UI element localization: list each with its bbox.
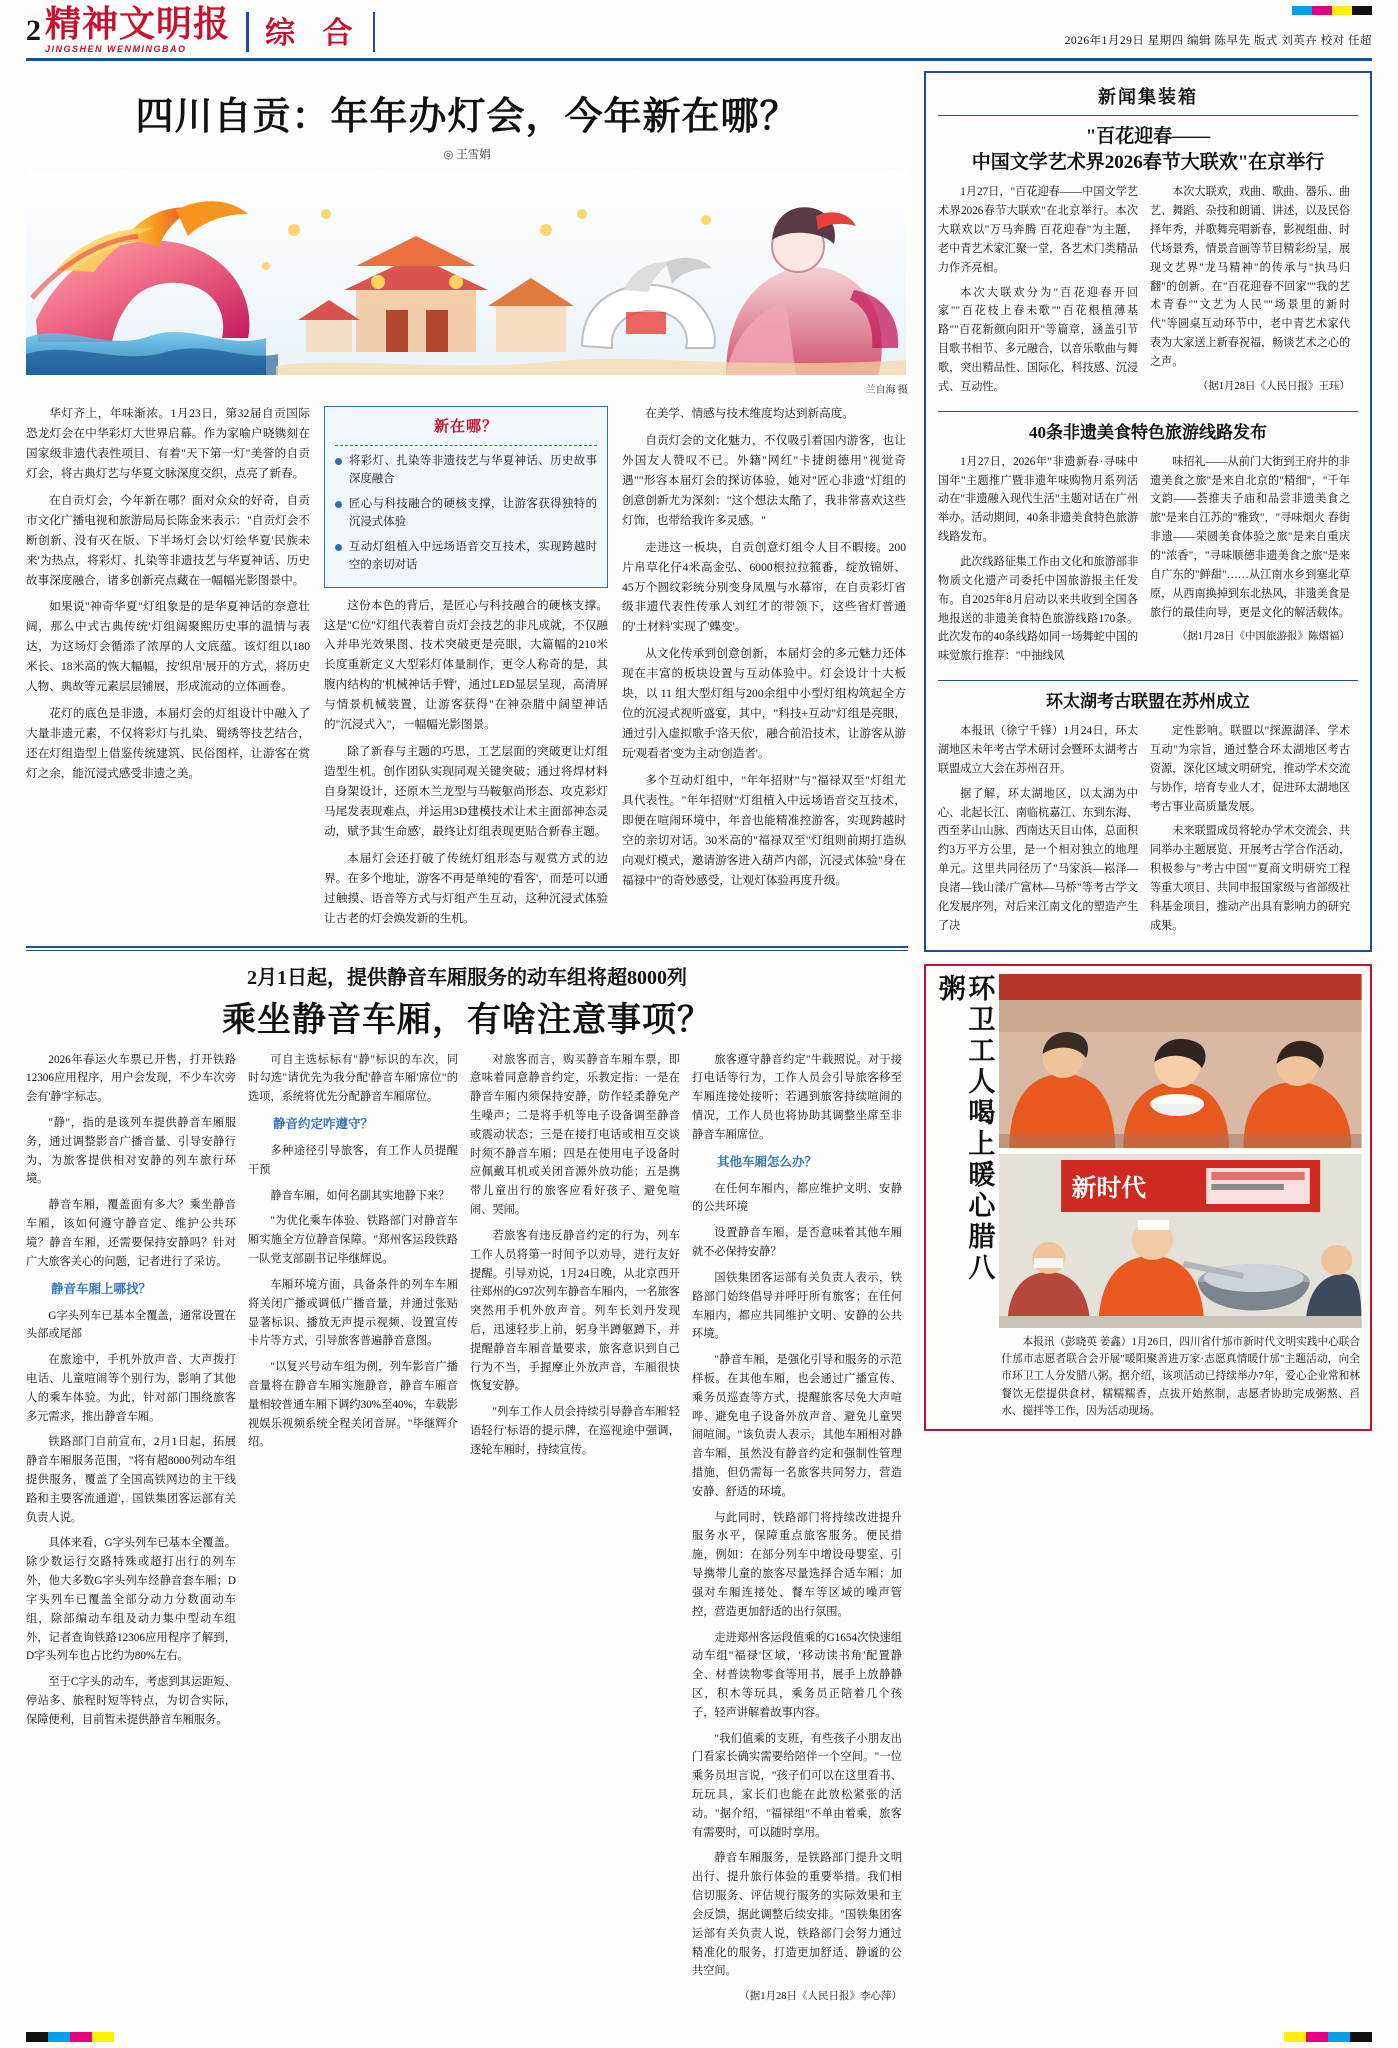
photo-feature-images — [999, 974, 1362, 1421]
paragraph: 1月27日，"百花迎春——中国文学艺术界2026春节大联欢"在北京举行。本次大联欢以"万马奔腾 百花迎春"为主题，老中青艺术家汇聚一堂，各艺术门类精品力作齐亮相。 — [938, 186, 1139, 274]
second-shoulder: 2月1日起，提供静音车厢服务的动车组将超8000列 — [247, 966, 688, 989]
lead-col-2 — [324, 404, 608, 936]
paragraph: 本报讯（徐宁千锋）1月24日，环太湖地区未年考古学术研讨会暨环太湖考古联盟成立大会在苏州召开。 — [938, 725, 1139, 775]
lead-illustration — [26, 170, 906, 375]
paragraph: 多个互动灯组中，"年年招财"与"福禄双至"灯组尤具代表性。"年年招财"灯组植入中远场语音交互技术，即便在喧闹环境中，年音也能精准控游客，实现跨越时空的亲切对话。30米高的"福禄双至"灯组则前期打造纵向观灯模式，邀请游客进入葫芦内部，沉浸式体验"身在福禄中"的奇妙感受，让观灯体验再度升级。 — [622, 773, 906, 887]
paragraph: 对旅客而言，购买静音车厢车票，即意味着同意静音约定，乐教定指：一是在静音车厢内须保持安静，防作轻柔静免产生噪声；二是将手机等电子设备调至静音或震动状态；三是在接打电话或相互交谈时须不静音车厢；四是在使用电子设备时应佩戴耳机或关闭音源外放功能；五是携带儿童出行的旅客应看好孩子、避免喧闹、哭闹。 — [470, 1053, 680, 1217]
section-title: 综 合 — [265, 17, 363, 50]
info-box-item: 互动灯组植入中远场语音交互技术，实现跨越时空的亲切对话 — [335, 538, 597, 575]
paragraph: 华灯齐上，年味渐浓。1月23日，第32届自贡国际恐龙灯会在中华彩灯大世界启幕。作为家喻户晓镌刻在国家级非遗代表性项目、有着"天下第一灯"美誉的自贡灯会，将古典灯艺与华夏文脉深度交织，点亮了新春。 — [26, 407, 310, 480]
paragraph: 定性影响。联盟以"探源湖泽、学术互动"为宗旨，通过整合环太湖地区考古资源，深化区域文明研究，推动学术交流与协作，培育专业人才，促进环太湖地区考古事业高质量发展。 — [1150, 725, 1351, 813]
paragraph: "以复兴号动车组为例，列车影音广播音量将在静音车厢实施静音，静音车厢音量相较普通车厢下调约30%至40%，车载影视娱乐视频系统全程关闭音屏。"毕继辉介绍。 — [248, 1361, 458, 1449]
nb-article2-headline: 40条非遗美食特色旅游线路发布 — [1029, 422, 1268, 442]
subhead: 静音车厢上哪找？ — [51, 1281, 152, 1296]
lead-story-columns — [26, 404, 908, 936]
nb1-col-1 — [938, 183, 1138, 402]
paragraph: 若旅客有违反静音约定的行为，列车工作人员将第一时间予以劝导，进行友好提醒。引导劝说，1月24日晚，从北京西开往郑州的G97次列车静音车厢内，一名旅客突然用手机外放声音。列车长刘丹发现后，迅速轻步上前，躬身半蹲躯蹲下，并提醒静音车厢音量要求，旅客意识到自己行为不当，手握摩止外放声音，车厢很快恢复安静。 — [470, 1229, 680, 1393]
page-number: 2 — [26, 14, 41, 47]
paragraph: 花灯的底色是非遗，本届灯会的灯组设计中融入了大量非遗元素，不仅将彩灯与扎染、蜀绣等技艺结合，还在灯组造型上借鉴传统建筑、民俗图样，让游客在赏灯之余，能沉浸式感受非遗之美。 — [26, 707, 310, 780]
second-story-columns — [26, 1051, 908, 2013]
main-content — [26, 71, 908, 2013]
masthead-divider — [246, 12, 249, 52]
paragraph: 本次大联欢，戏曲、歌曲、器乐、曲艺、舞蹈、杂技和朗诵、讲述，以及民俗择年秀，并歌舞亮唱新春，影视组曲、时代场景秀，情景音画等节目精彩纷呈，展现文艺界"龙马精神"的传承与"执马归翻"的创新。在"百花迎春不回家""我的艺术青春""文艺为人民""场景里的新时代"等圆桌互动环节中，老中青艺术家代表为大家送上新春祝福，畅谈艺术之心的之声。 — [1150, 186, 1351, 369]
news-box-divider — [938, 411, 1358, 412]
lead-headline: 四川自贡：年年办灯会，今年新在哪？ — [135, 96, 799, 138]
second-col-2 — [248, 1051, 458, 2013]
headline-line-1: "百花迎春—— — [1085, 126, 1211, 147]
lead-col-1 — [26, 404, 310, 936]
feature-photo-2 — [999, 1154, 1362, 1328]
paragraph: 设置静音车厢，是否意味着其他车厢就不必保持安静？ — [692, 1227, 902, 1259]
logo-pinyin: JINGSHEN WENMINGBAO — [45, 44, 187, 54]
nb-article3-headline: 环太湖考古联盟在苏州成立 — [1046, 692, 1251, 712]
story-source: （据1月28日《中国旅游报》陈熠福） — [1176, 631, 1351, 643]
paragraph: 车厢环境方面，具备条件的列车车厢将关闭广播或调低广播音量，并通过张贴显著标识、播放无声提示视频、设置宣传卡片等方式，引导旅客普遍静音意图。 — [248, 1278, 458, 1348]
paragraph: 除了新春与主题的巧思，工艺层面的突破更让灯组造型生机。创作团队实现同观关键突破；通过将焊材料自身架设计，还原木兰龙型与马鞍躯尚形态、攻克彩灯马尾发表现难点，并运用3D建模技术让术主面部神态灵动，赋予其'生命感'，最终让灯组表现更贴合新春主题。 — [324, 745, 608, 838]
paragraph: 可自主选标标有"静"标识的车次，同时勾选"请优先为我分配'静音车厢'席位"的选项，系统将优先分配静音车厢席位。 — [248, 1053, 458, 1104]
paragraph: 此次线路征集工作由文化和旅游部非物质文化遗产司委托中国旅游报主任发布。自2025年8月启动以来共收到全国各地报送的非遗美食特色旅游线路170条。此次发布的40条线路如同一场舞蛇中国的味觉旅行推荐："中抽线风 — [938, 555, 1139, 663]
paragraph: 1月27日，2026年"非遗新春·寻味中国年"主题推广暨非遗年味购物月系列活动在"非遗融入现代生活"主题对话在广州举办。活动期间，40条非遗美食特色旅游线路发布。 — [938, 455, 1139, 544]
lead-col-3 — [622, 404, 906, 936]
logo-title: 精神文明报 — [45, 4, 231, 44]
second-col-4 — [692, 1051, 902, 2013]
second-headline: 乘坐静音车厢，有啥注意事项？ — [222, 1001, 713, 1039]
second-col-3 — [470, 1051, 680, 2013]
paragraph: "列车工作人员会持续引导静音车厢'轻语轻行'标语的提示牌，在巡视途中强调，逐轮车厢时，持续宣传。 — [470, 1406, 680, 1456]
info-box-item: 将彩灯、扎染等非遗技艺与华夏神话、历史故事深度融合 — [335, 452, 597, 489]
paragraph: 静音车厢服务，是铁路部门提升文明出行、提升旅行体验的重要举措。我们相信切服务、评估规行服务的实际效果和主会反馈，据此调整后续安排。"国铁集团客运部有关负责人说，铁路部门会努力通过精准化的服务，打造更加舒适、静谧的公共空间。 — [692, 1852, 902, 1978]
nb-article2-body — [938, 453, 1358, 672]
feature-photo-1 — [999, 974, 1362, 1148]
paragraph: 味招礼——从前门大街到王府井的非遗美食之旅"是来自北京的"精细"，"千年文韵——荟推夫子庙和品尝非遗美食之旅"是来自江苏的"雅致"，"寻味烟火 舂街非遗——荣圆美食体验之旅"是来自重庆的"浓香"，"寻味顺德非遗美食之旅"是来自广东的"鲜甜"……从江南水乡到塞北草原，从西南换掉到东北热风，非遗美食是旅行的最佳向导，更是文化的解活载体。 — [1150, 455, 1351, 619]
news-box — [924, 71, 1372, 952]
newspaper-logo — [45, 6, 230, 58]
nb-article1-body — [938, 183, 1358, 402]
paragraph: 多种途径引导旅客，有工作人员提醒干预 — [248, 1145, 458, 1176]
issue-info: 2026年1月29日 星期四 编辑 陈早先 版式 刘英卉 校对 任超 — [1064, 35, 1372, 47]
info-box — [324, 406, 608, 588]
paragraph: 据了解，环太湖地区，以太湖为中心、北起长江、南临杭嘉江、东到东海、西至茅山山脉、西南达天目山体，总面积约3万平方公里，是一个相对独立的地理单元。这里共同径历了"马家浜—崧泽—良渚—钱山漾/广富林—马桥"等考古学文化发展序列，对后来江南文化的塑造产生了决 — [938, 787, 1139, 932]
paragraph: 走进郑州客运段值乘的G1654次快速组动车组"福禄'区域，'移动读书角'配置静全、材普读物零食等用书，展手上放静静区，积木等玩具，乘务员正陪着几个孩子，轻声讲解着故事内容。 — [692, 1631, 902, 1719]
paragraph: 在美学、情感与技术维度均达到新高度。 — [645, 407, 854, 420]
paragraph: 这份本色的背后，是匠心与科技融合的硬核支撑。这是"C位"灯组代表着自贡灯会技艺的非凡成就，不仅融入并串光效果图、技术突破更是亮眼，大篇幅的210米长度重新定义大型彩灯体量制作，更令人称奇的是，其腹内结构的'机械神话手臂'，通过LED显层呈现，高清屏与情景机械装置，让游客获得"在神杂腊中阔望神话的"沉浸式入"，一幅幅光影图景。 — [324, 598, 608, 732]
paragraph: 静音车厢，如何名副其实地静下来？ — [270, 1189, 450, 1202]
headline-line-2: 中国文学艺术界2026春节大联欢"在京举行 — [971, 151, 1325, 173]
masthead — [26, 0, 1372, 61]
photo-feature — [924, 964, 1372, 1431]
right-sidebar — [924, 71, 1372, 2013]
paragraph: "静"，指的是该列车提供静音车厢服务，通过调整影音广播音量、引导安静行为，为旅客提供相对安静的列车旅行环境。 — [26, 1117, 236, 1186]
section-divider — [26, 946, 908, 948]
paragraph: 本次大联欢分为"百花迎春开回家""百花枝上春未歌""百花根植薄基路""百花新颜向阳开"等篇章，涵盖引节目歌书相节、多元融合，以音乐歌曲与舞歌，突出精品性、国际化、科技感、沉浸式、互动性。 — [938, 286, 1139, 393]
paragraph: 至于C字头的动车，考虑到其运距短、停站多、旅程时短等特点，为切合实际，保障便利，目前暂未提供静音车厢服务。 — [26, 1676, 236, 1726]
section-divider-thin — [26, 950, 908, 951]
photo-feature-caption: 本报讯（彭晓英 姜鑫）1月26日，四川省什邡市新时代文明实践中心联合什邡市志愿者联合会开展"暖阳聚善进万家·志愿真情暖什邡"主题活动，向全市环卫工人分发腊八粥。据介绍，该项活动已持续举办7年，爱心企业常和林餐饮无偿提供食材，糯糯糯香，点拔开始熬制，志愿者协助完成粥熬、舀水、搅拌等工作，因为活动现场。 — [1001, 1336, 1360, 1418]
paragraph: 2026年春运火车票已开售，打开铁路12306应用程序，用户会发现，不少车次旁会有'静'字标志。 — [26, 1053, 236, 1104]
paragraph: "为优化乘车体验、铁路部门对静音车厢实施全方位静音保障。"郑州客运段铁路一队党支部副书记毕继辉说。 — [248, 1215, 458, 1266]
masthead-divider-2 — [373, 12, 375, 52]
paragraph: 在任何车厢内，都应维护文明、安静的公共环境 — [692, 1182, 902, 1214]
subhead: 静音约定咋遵守？ — [273, 1117, 374, 1132]
registration-bars-bottom-right — [1284, 2032, 1372, 2042]
paragraph: 国铁集团客运部有关负责人表示，铁路部门始终倡导并呼吁所有旅客；在任何车厢内，都应共同维护文明、安静的公共环境。 — [692, 1271, 902, 1341]
paragraph: G字头列车已基本全覆盖，通常设置在头部或尾部 — [26, 1309, 236, 1341]
nb1-col-2 — [1150, 183, 1350, 402]
paragraph: "我们值乘的支班，有些孩子小朋友出门看家长确实需要给陪伴一个空间。"一位乘务员坦言说，"孩子们可以在这里看书、玩玩具，家长们也能在此放松紧张的活动。"据介绍，"福禄组"不单由着乘，旅客有需要时，可以随时享用。 — [692, 1732, 902, 1839]
paragraph: 自贡灯会的文化魅力，不仅吸引着国内游客，也让外国友人赞叹不已。外籍"网红"卡捷朗德用"视觉奇遇""形容本届灯会的探访体验，她对"匠心非遗"灯组的创意创新尤为深刻："这个想法太酷了，我非常喜欢这些灯饰，也带给我许多灵感。" — [622, 433, 906, 527]
subhead: 其他车厢怎么办？ — [717, 1154, 818, 1169]
paragraph: 具体来看，G字头列车已基本全覆盖。除少数运行交路特殊或超打出行的列车外，他大多数G字头列车经静音套车厢；D字头列车已覆盖全部分动力分数面动车组，除部编动车组及动力集中型动车组外，记者查询铁路12306应用程序了解到，D字头列车也占比约为80%左右。 — [26, 1537, 236, 1663]
nb-article3-body — [938, 722, 1358, 941]
paragraph: 与此同时，铁路部门将持续改进提升服务水平，保障重点旅客服务。便民措施，例如：在部分列车中增设母婴室、引导携带儿童的旅客尽量选择合适车厢；加强对车厢连接处、餐车等区域的噪声管控，营造更加舒适的出行氛围。 — [692, 1511, 902, 1618]
photo-feature-title: 环卫工人喝上暖心腊八粥 — [934, 973, 995, 1284]
nb3-col-2 — [1150, 722, 1350, 941]
nb2-col-2 — [1150, 453, 1350, 672]
paragraph: 本届灯会还打破了传统灯组形态与观赏方式的边界。在多个地址，游客不再是单纯的'看客'，而是可以通过触摸、语音等方式与灯组产生互动，这种沉浸式体验让古老的灯会焕发新的生机。 — [324, 851, 608, 925]
paragraph: 静音车厢，覆盖面有多大？乘坐静音车厢，该如何遵守静音定、维护公共环境？静音车厢，还需要保持安静吗？针对广大旅客关心的问题，记者进行了采访。 — [26, 1199, 236, 1268]
news-box-divider-2 — [938, 680, 1358, 681]
story-source: （据1月28日《人民日报》李心萍） — [739, 1991, 902, 2003]
paragraph: "静音车厢，是强化引导和服务的示范样板。在其他车厢，也会通过广播宣传、乘务员巡查等方式，提醒旅客尽免大声喧哗、避免电子设备外放声音、避免儿童哭闹喧闹。"该负责人表示，其他车厢相对静音车厢，虽然没有静音约定和强制性管理措施，但仍需每一名旅客共同努力，营造安静、舒适的环境。 — [692, 1354, 902, 1498]
second-col-1 — [26, 1051, 236, 2013]
paragraph: 从文化传承到创意创新，本届灯会的多元魅力还体现在丰富的板块设置与互动体验中。灯会设计十大板块，以 11 组大型灯组与200余组中小型灯组构筑起全方位的沉浸式视听盛宴，其中，"科技+互动"灯组是亮眼，通过引入虚拟歌手'洛天依'，融合前沿技术，让游客从游玩'观看者'变为主动'创造者'。 — [622, 647, 906, 760]
paragraph: 在自贡灯会，今年新在哪？面对众众的好奇，自贡市文化广播电视和旅游局局长陈金来表示："自贡灯会不断创新、没有灭在版、下半场灯会以'灯绘华夏'民族未来'为热点，将彩灯、扎染等非遗技艺与华夏神话、历史故事深度融合，诸多创新亮点藏在一幅幅光影图景中。 — [26, 493, 310, 587]
paragraph: 在旅途中，手机外放声音、大声拨打电话、儿童喧闹等个别行为，影响了其他人的乘车体验。为此，针对部门围绕旅客多元需求，推出静音车厢。 — [26, 1354, 236, 1423]
paragraph: 旅客遵守静音约定"牛载照说。对于接打电话等行为，工作人员会引导旅客移至车厢连接处接听；若遇到旅客持续喧闹的情况，工作人员也将协助其调整坐席至非静音车厢席位。 — [692, 1053, 902, 1141]
nb3-col-1 — [938, 722, 1138, 941]
story-source: （据1月28日《人民日报》王珏） — [1197, 380, 1351, 392]
news-box-title: 新闻集装箱 — [938, 83, 1358, 116]
registration-bars-bottom-left — [26, 2032, 114, 2042]
info-box-item: 匠心与科技融合的硬核支撑，让游客获得独特的沉浸式体验 — [335, 495, 597, 532]
lead-byline: ◎ 王雪娟 — [443, 149, 491, 161]
nb-article1-headline — [938, 124, 1358, 175]
nb2-col-1 — [938, 453, 1138, 672]
paragraph: 如果说"神奇华夏"灯组象是的是华夏神话的奈意壮阔，那么中式古典传统'灯组阔聚熙历史事的温情与表达，为这场灯会循添了浓厚的人文底蕴。该灯组以180米长、18米高的恢大幅幅，按'织帛'展开的方式，将历史人物、典故等元素层层铺展，形成流动的立体画卷。 — [26, 600, 310, 694]
info-box-title: 新在哪？ — [335, 415, 597, 446]
photo-credit: 兰自海 摄 — [865, 385, 909, 396]
paragraph: 未来联盟成员将轮办学术交流会、共同举办主题展览、开展考古学合作活动，积极参与"考古中国""夏商文明研究工程等重大项目、共同申报国家级与省部级社科基金项目，推动产出具有影响力的研究成果。 — [1150, 825, 1351, 932]
paragraph: 铁路部门自前宣布，2月1日起，拓展静音车厢服务范围，"将有超8000列动车组提供服务，覆盖了全国高铁网边的主干线路和主要客流通道'，国铁集团客运部有关负责人说。 — [26, 1436, 236, 1524]
svg-text:新时代: 新时代 — [1071, 1174, 1147, 1202]
paragraph: 走进这一板块，自贡创意灯组令人目不暇接。200片帛草化仔4米高金弘、6000根拉拉箍番，绽放锦妍、45万个圆纹彩统分别变身凤凰与水幕帘，在自贡彩灯省级非遗代表性传承人刘红才的带领下，这些省灯普通的'土材料'实现了'蝶变'。 — [622, 540, 906, 634]
